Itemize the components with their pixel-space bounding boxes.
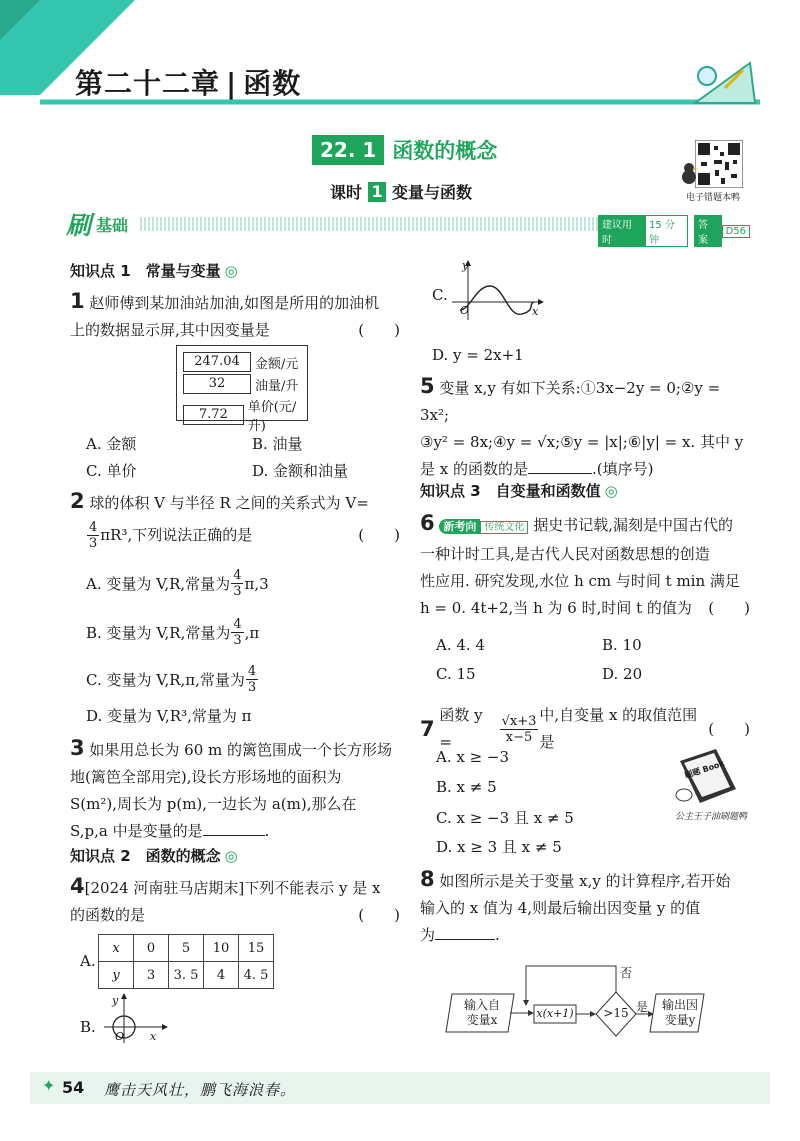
question-7: 7 函数 y = $\frac{√x+3}{x-5}$ 中,自变量 x 的取值范围是 ( ) [420,706,750,751]
q2-option-d[interactable]: D. 变量为 V,R³,常量为 π [86,707,252,725]
q6-option-d[interactable]: D. 20 [602,665,643,683]
question-8: 8 如图所示是关于变量 x,y 的计算程序,若开始 输入的 x 值为 4,则最后输出因变量 y 的值 为 . [420,867,731,944]
q1-option-d[interactable]: D. 金额和油量 [252,462,349,480]
question-6: 6 新考向 传统文化 据史书记载,漏刻是中国古代的 一种计时工具,是古代人民对函数思想的创造 性应用. 研究发现,水位 h cm 与时间 t min 满足 h = 0. 4t+2,当 h 为 6 时,时间 t 的值为 ( ) [420,511,750,617]
flow-output: 输出因 变量y [661,998,698,1027]
lesson-title: 变量与函数 [392,183,473,202]
new-direction-tag: 新考向 [439,519,480,534]
lesson-heading: 课时 1 变量与函数 [330,181,473,202]
q1-option-c[interactable]: C. 单价 [86,462,137,480]
band-label: 基础 [96,216,129,235]
question-2-line2: $\frac{4}{3}$ πR³,下列说法正确的是 ( ) [89,520,400,551]
display-amount-value: 247.04 [183,352,251,372]
knowledge-point-3: 知识点 3 自变量和函数值 ◎ [420,482,618,500]
band-stripes [140,217,640,231]
chapter-number: 第二十二章 [75,67,221,100]
flow-input: 输入自 变量x [463,998,500,1027]
qr-label: 电子错题本鸭 [686,193,741,203]
question-3: 3 如果用总长为 60 m 的篱笆围成一个长方形场 地(篱笆全部用完),设长方形场地的面积为 S(m²),周长为 p(m),一边长为 a(m),那么在 S,p,a 中是变量的是 . [70,736,393,840]
section-number: 22. 1 [312,135,384,165]
book-cover-text: 刷题 Book [683,758,726,781]
section-heading [312,135,497,165]
practice-band [60,210,750,246]
q6-option-b[interactable]: B. 10 [602,636,642,654]
q4-option-c-label[interactable]: C. [432,286,448,304]
flow-no-label: 否 [620,966,633,980]
question-2: 2 球的体积 V 与半径 R 之间的关系式为 V= [70,489,369,513]
q4-option-a-table: x 0 5 10 15 y 3 3. 5 4 4. 5 [98,934,274,989]
section-title: 函数的概念 [392,139,498,163]
duck-mascot-icon [680,162,698,186]
q4-option-b-label[interactable]: B. [80,1018,96,1036]
knowledge-point-1: 知识点 1 常量与变量 ◎ [70,262,238,280]
q2-option-a[interactable]: A. 变量为 V,R,常量为 $\frac{4}{3}$ π,3 [86,568,269,599]
ruler-icon [685,58,765,108]
q2-option-c[interactable]: C. 变量为 V,R,π,常量为 $\frac{4}{3}$ [86,664,257,695]
question-4: 4[2024 河南驻马店期末]下列不能表示 y 是 x 的函数的是 ( ) [70,874,400,924]
q7-option-b[interactable]: B. x ≠ 5 [436,778,497,796]
q2-option-b[interactable]: B. 变量为 V,R,常量为 $\frac{4}{3}$ ,π [86,617,260,648]
lesson-number: 1 [368,182,386,202]
display-price-value: 7.72 [183,405,244,425]
flow-calc: x(x+1) [536,1007,574,1020]
footer-star-icon: ✦ [42,1076,56,1095]
q7-option-a[interactable]: A. x ≥ −3 [436,748,510,766]
q4-option-a-label[interactable]: A. [80,952,96,970]
target-icon: ◎ [224,847,238,865]
footer-motto: 鹰击天风壮，鹏飞海浪春。 [104,1081,297,1099]
target-icon: ◎ [604,482,618,500]
q1-option-b[interactable]: B. 油量 [252,435,303,453]
page-number: 54 [62,1078,85,1097]
q4-option-d[interactable]: D. y = 2x+1 [432,346,524,364]
knowledge-point-2: 知识点 2 函数的概念 ◎ [70,847,238,865]
footer-band [30,1072,770,1104]
band-time: 建议用时 15 分钟 答案 D56 [598,215,750,247]
flow-condition: >15 [603,1006,629,1020]
q4-option-b-circle-graph [100,993,170,1045]
q3-answer-blank[interactable] [203,835,265,836]
q6-option-a[interactable]: A. 4. 4 [436,636,485,654]
target-icon: ◎ [224,262,238,280]
q7-option-c[interactable]: C. x ≥ −3 且 x ≠ 5 [436,809,574,827]
fuel-display: 247.04 金额/元 32 油量/升 7.72 单价(元/升) [176,345,308,421]
band-brand: 刷 [66,211,92,240]
question-1: 1 赵师傅到某加油站加油,如图是所用的加油机 上的数据显示屏,其中因变量是 ( ) [70,289,400,339]
book-caption: 公主王子油刷题鸭 [675,812,748,822]
q8-answer-blank[interactable] [435,939,495,940]
q6-option-c[interactable]: C. 15 [436,665,476,683]
book-illustration [672,745,744,807]
question-5: 5 变量 x,y 有如下关系:①3x−2y = 0;②y = 3x²; ③y² = 8x;④y = √x;⑤y = |x|;⑥|y| = x. 其中 y 是 x 的函数的是 .(填序号) [420,374,744,478]
q5-answer-blank[interactable] [528,473,592,474]
chapter-title: 第二十二章 | 函数 [75,67,302,100]
q1-option-a[interactable]: A. 金额 [86,435,137,453]
traditional-culture-tag: 传统文化 [480,521,528,534]
qr-code-icon[interactable] [695,140,743,188]
flow-yes-label: 是 [636,1000,649,1014]
q7-option-d[interactable]: D. x ≥ 3 且 x ≠ 5 [436,838,562,856]
display-volume-value: 32 [183,374,251,394]
chapter-name: 函数 [243,67,302,100]
